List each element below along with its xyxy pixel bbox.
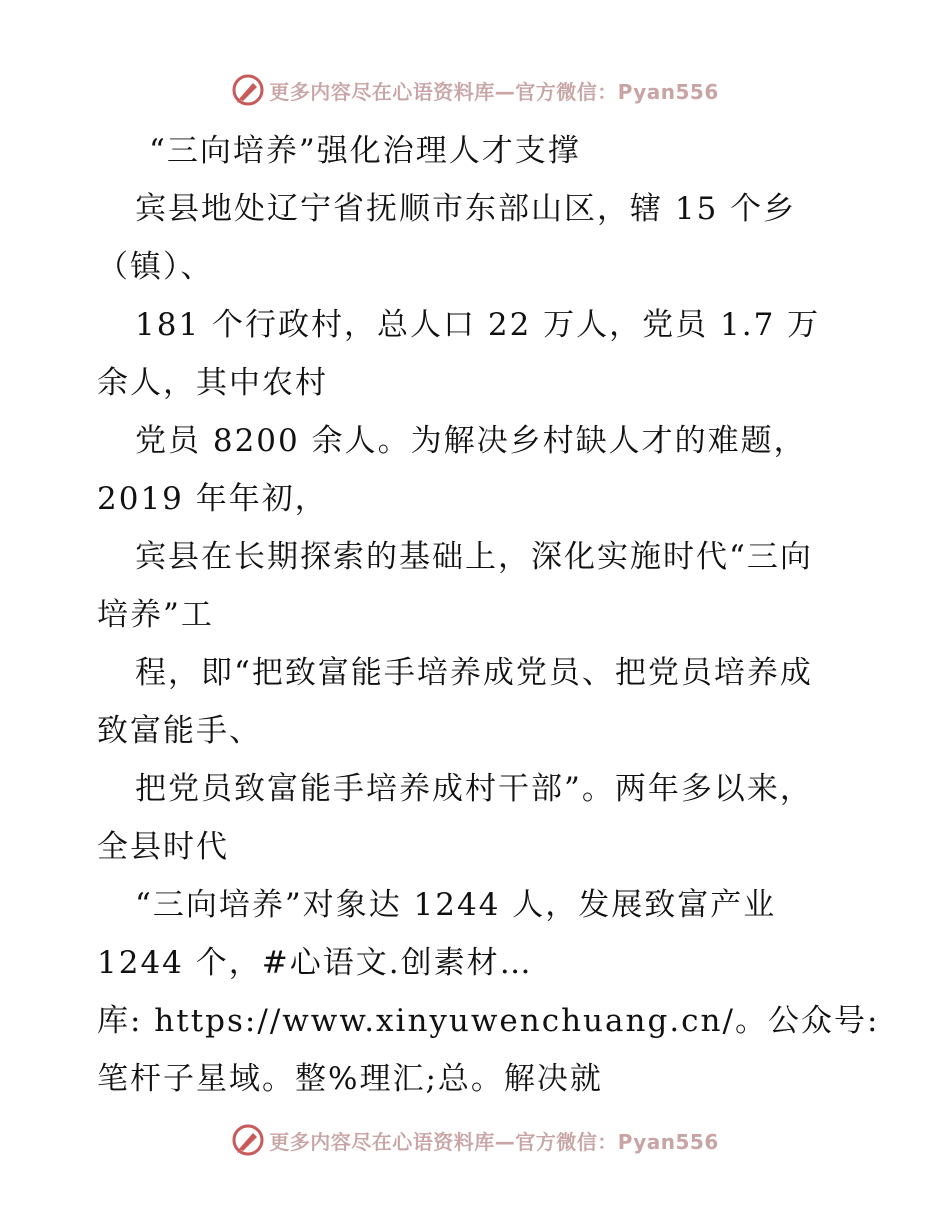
header-watermark-banner bbox=[0, 70, 950, 110]
text-line: 181 个行政村，总人口 22 万人，党员 1.7 万 bbox=[135, 307, 821, 343]
text-line: 笔杆子星域。整%理汇;总。解决就 bbox=[97, 1061, 603, 1097]
text-line: 程，即“把致富能手培养成党员、把党员培养成 bbox=[135, 655, 813, 691]
text-line: “三向培养”对象达 1244 人，发展致富产业 bbox=[135, 887, 777, 923]
watermark-text: 更多内容尽在心语资料库—官方微信：Pyan556 bbox=[269, 1129, 719, 1154]
text-line: 余人，其中农村 bbox=[97, 365, 328, 401]
text-line: 培养”工 bbox=[97, 597, 214, 633]
pen-logo-icon bbox=[231, 1123, 265, 1157]
footer-watermark-banner bbox=[0, 1120, 950, 1160]
text-line: （镇）、 bbox=[97, 249, 214, 285]
text-line: 宾县地处辽宁省抚顺市东部山区，辖 15 个乡 bbox=[135, 191, 797, 227]
text-line: 致富能手、 bbox=[97, 713, 262, 749]
pen-logo-icon bbox=[231, 73, 265, 107]
watermark-text: 更多内容尽在心语资料库—官方微信：Pyan556 bbox=[269, 79, 719, 104]
text-line: 全县时代 bbox=[97, 829, 229, 865]
text-line: 宾县在长期探索的基础上，深化实施时代“三向 bbox=[135, 539, 813, 575]
document-title: “三向培养”强化治理人才支撑 bbox=[149, 133, 581, 169]
document-body bbox=[97, 122, 880, 1108]
text-line: 库: https://www.xinyuwenchuang.cn/。公众号: bbox=[97, 1003, 880, 1039]
text-line: 把党员致富能手培养成村干部”。两年多以来， bbox=[135, 771, 813, 807]
text-line: 党员 8200 余人。为解决乡村缺人才的难题， bbox=[135, 423, 807, 459]
text-line: 2019 年年初， bbox=[97, 481, 328, 517]
text-line: 1244 个，#心语文.创素材… bbox=[97, 945, 533, 981]
